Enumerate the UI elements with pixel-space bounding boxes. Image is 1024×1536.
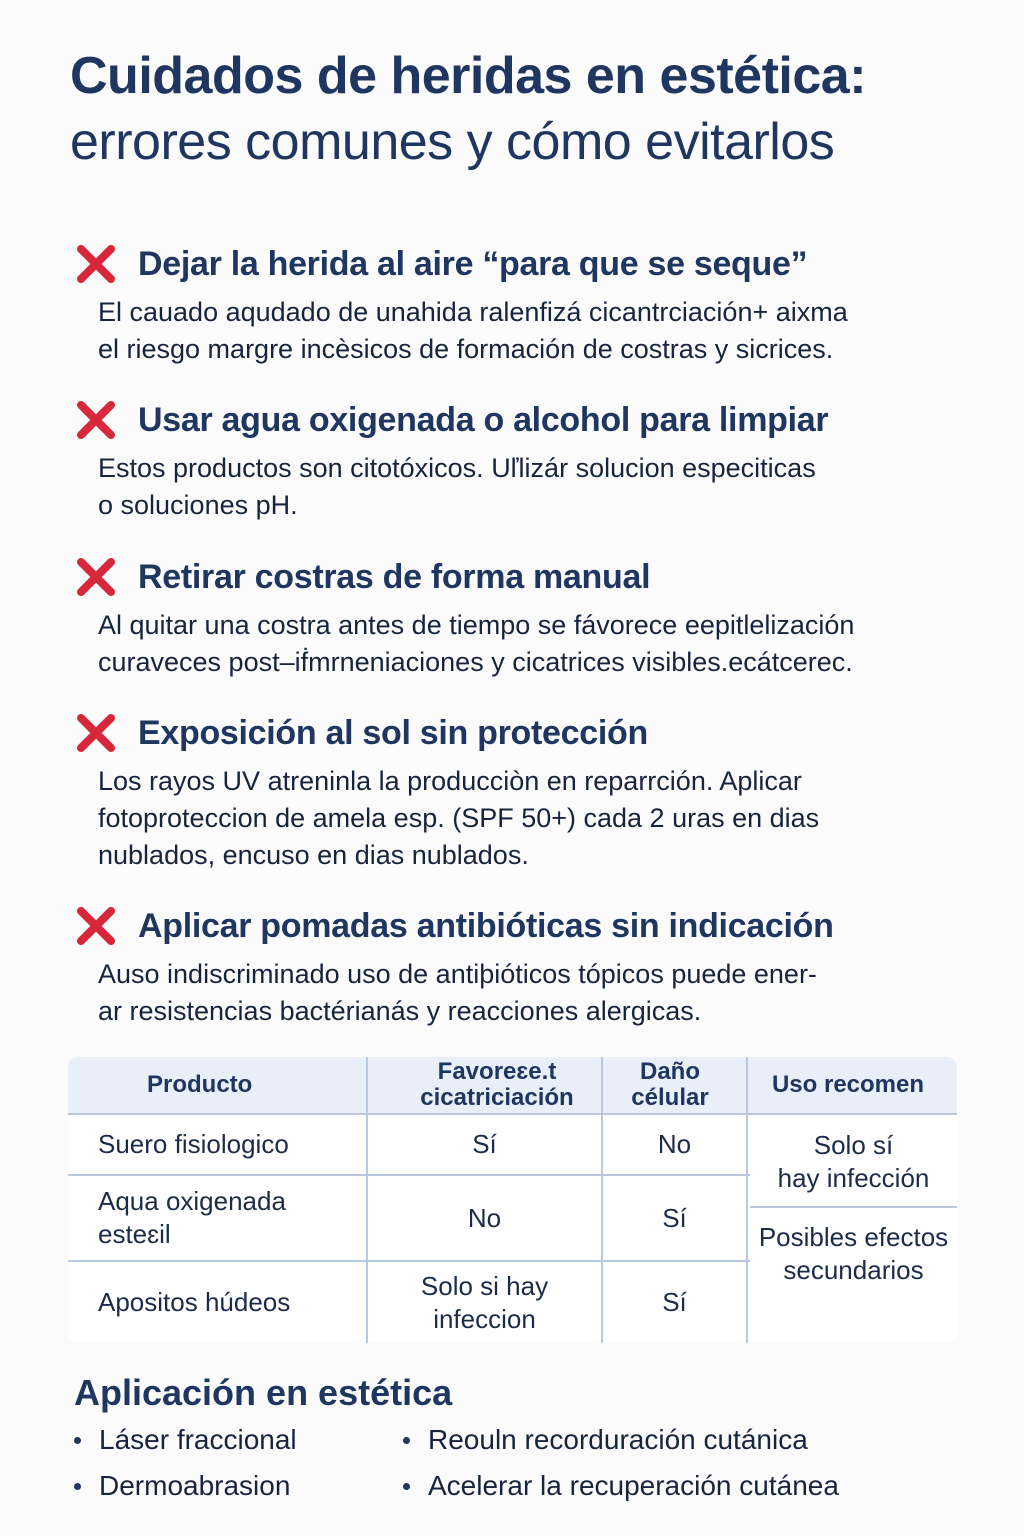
description-line: curaveces post–iḟmrneniaciones y cicatrices visibles.ecátcerec.: [98, 647, 853, 677]
list-item: [403, 1470, 839, 1502]
table-header-cell: Producto: [147, 1071, 253, 1098]
error-heading-row: [74, 904, 834, 948]
table-cell: No: [657, 1129, 692, 1159]
description-line: o soluciones pH.: [98, 490, 298, 520]
table-cell: Sí: [662, 1287, 687, 1317]
error-heading-row: [74, 242, 807, 286]
description-line: nublados, encuso en dias nublados.: [98, 840, 529, 870]
list-item-label: Reouln recorduración cutánica: [428, 1424, 808, 1455]
table-cell: Sí: [662, 1202, 687, 1233]
table-divider: [746, 1057, 748, 1343]
bullet-dot: [74, 1483, 81, 1490]
list-item: [74, 1424, 297, 1456]
cross-icon: [74, 242, 118, 286]
error-heading: Retirar costras de forma manual: [138, 557, 651, 596]
table-header-cell: Uso recomen: [771, 1071, 925, 1098]
cross-icon: [74, 555, 118, 599]
comparison-table: [68, 1057, 957, 1343]
error-heading: Aplicar pomadas antibióticas sin indicación: [138, 906, 834, 945]
description-line: ar resistencias bactérianás y reacciones alergicas.: [98, 996, 702, 1026]
page-title: Cuidados de heridas en estética:: [70, 47, 867, 105]
description-line: el riesgo margre incèsicos de formación de costras y sicrices.: [98, 334, 834, 364]
table-cell: Aqua oxigenada esteɛil: [98, 1186, 286, 1249]
description-line: Estos productos son citotóxicos. Uľlizár solucion especiticas: [98, 453, 816, 483]
description-line: El cauado aqudado de unahida ralenfizá cicantrciación+ aixma: [98, 297, 848, 327]
error-description: [98, 956, 978, 1030]
table-cell: No: [467, 1202, 502, 1233]
error-description: [98, 294, 978, 368]
table-header-cell: Daño célular: [631, 1058, 709, 1111]
table-cell: Suero fisiologico: [98, 1129, 289, 1159]
description-line: Al quitar una costra antes de tiempo se fávorece eepitlelización: [98, 610, 855, 640]
list-item-label: Láser fraccional: [99, 1424, 297, 1455]
page-subtitle: errores comunes y cómo evitarlos: [70, 113, 835, 171]
description-line: fotoproteccion de amela esp. (SPF 50+) cada 2 uras en dias: [98, 803, 820, 833]
list-item: [74, 1470, 290, 1502]
error-heading-row: [74, 398, 828, 442]
list-item-label: Dermoabrasion: [99, 1470, 291, 1501]
error-description: [98, 763, 978, 874]
error-description: [98, 450, 978, 524]
bullet-dot: [74, 1437, 81, 1444]
table-cell: Apositos húdeos: [98, 1287, 291, 1317]
table-header-cell: Favoreɛe.t cicatriciación: [420, 1058, 574, 1111]
cross-icon: [74, 711, 118, 755]
recommendation-cell: Posibles efectos secundarios: [758, 1222, 949, 1285]
error-heading: Usar agua oxigenada o alcohol para limpiar: [138, 400, 829, 439]
description-line: Auso indiscriminado uso de antiþióticos tópicos puede ener-: [98, 959, 817, 989]
table-cell: Solo si hay infeccion: [420, 1270, 549, 1334]
error-heading: Dejar la herida al aire “para que se seque”: [138, 244, 808, 283]
table-row-divider: [750, 1206, 957, 1208]
error-heading-row: [74, 555, 650, 599]
bullet-dot: [403, 1437, 410, 1444]
list-item: [403, 1424, 808, 1456]
recommendation-cell: Solo sí hay infección: [777, 1129, 930, 1193]
section-title: Aplicación en estética: [74, 1372, 453, 1413]
cross-icon: [74, 904, 118, 948]
description-line: Los rayos UV atreninla la producciòn en reparrción. Aplicar: [98, 766, 802, 796]
bullet-dot: [403, 1483, 410, 1490]
cross-icon: [74, 398, 118, 442]
error-heading: Exposición al sol sin protección: [138, 713, 648, 752]
error-heading-row: [74, 711, 648, 755]
table-cell: Sí: [472, 1129, 497, 1159]
list-item-label: Acelerar la recuperación cutánea: [428, 1470, 839, 1501]
error-description: [98, 607, 978, 681]
